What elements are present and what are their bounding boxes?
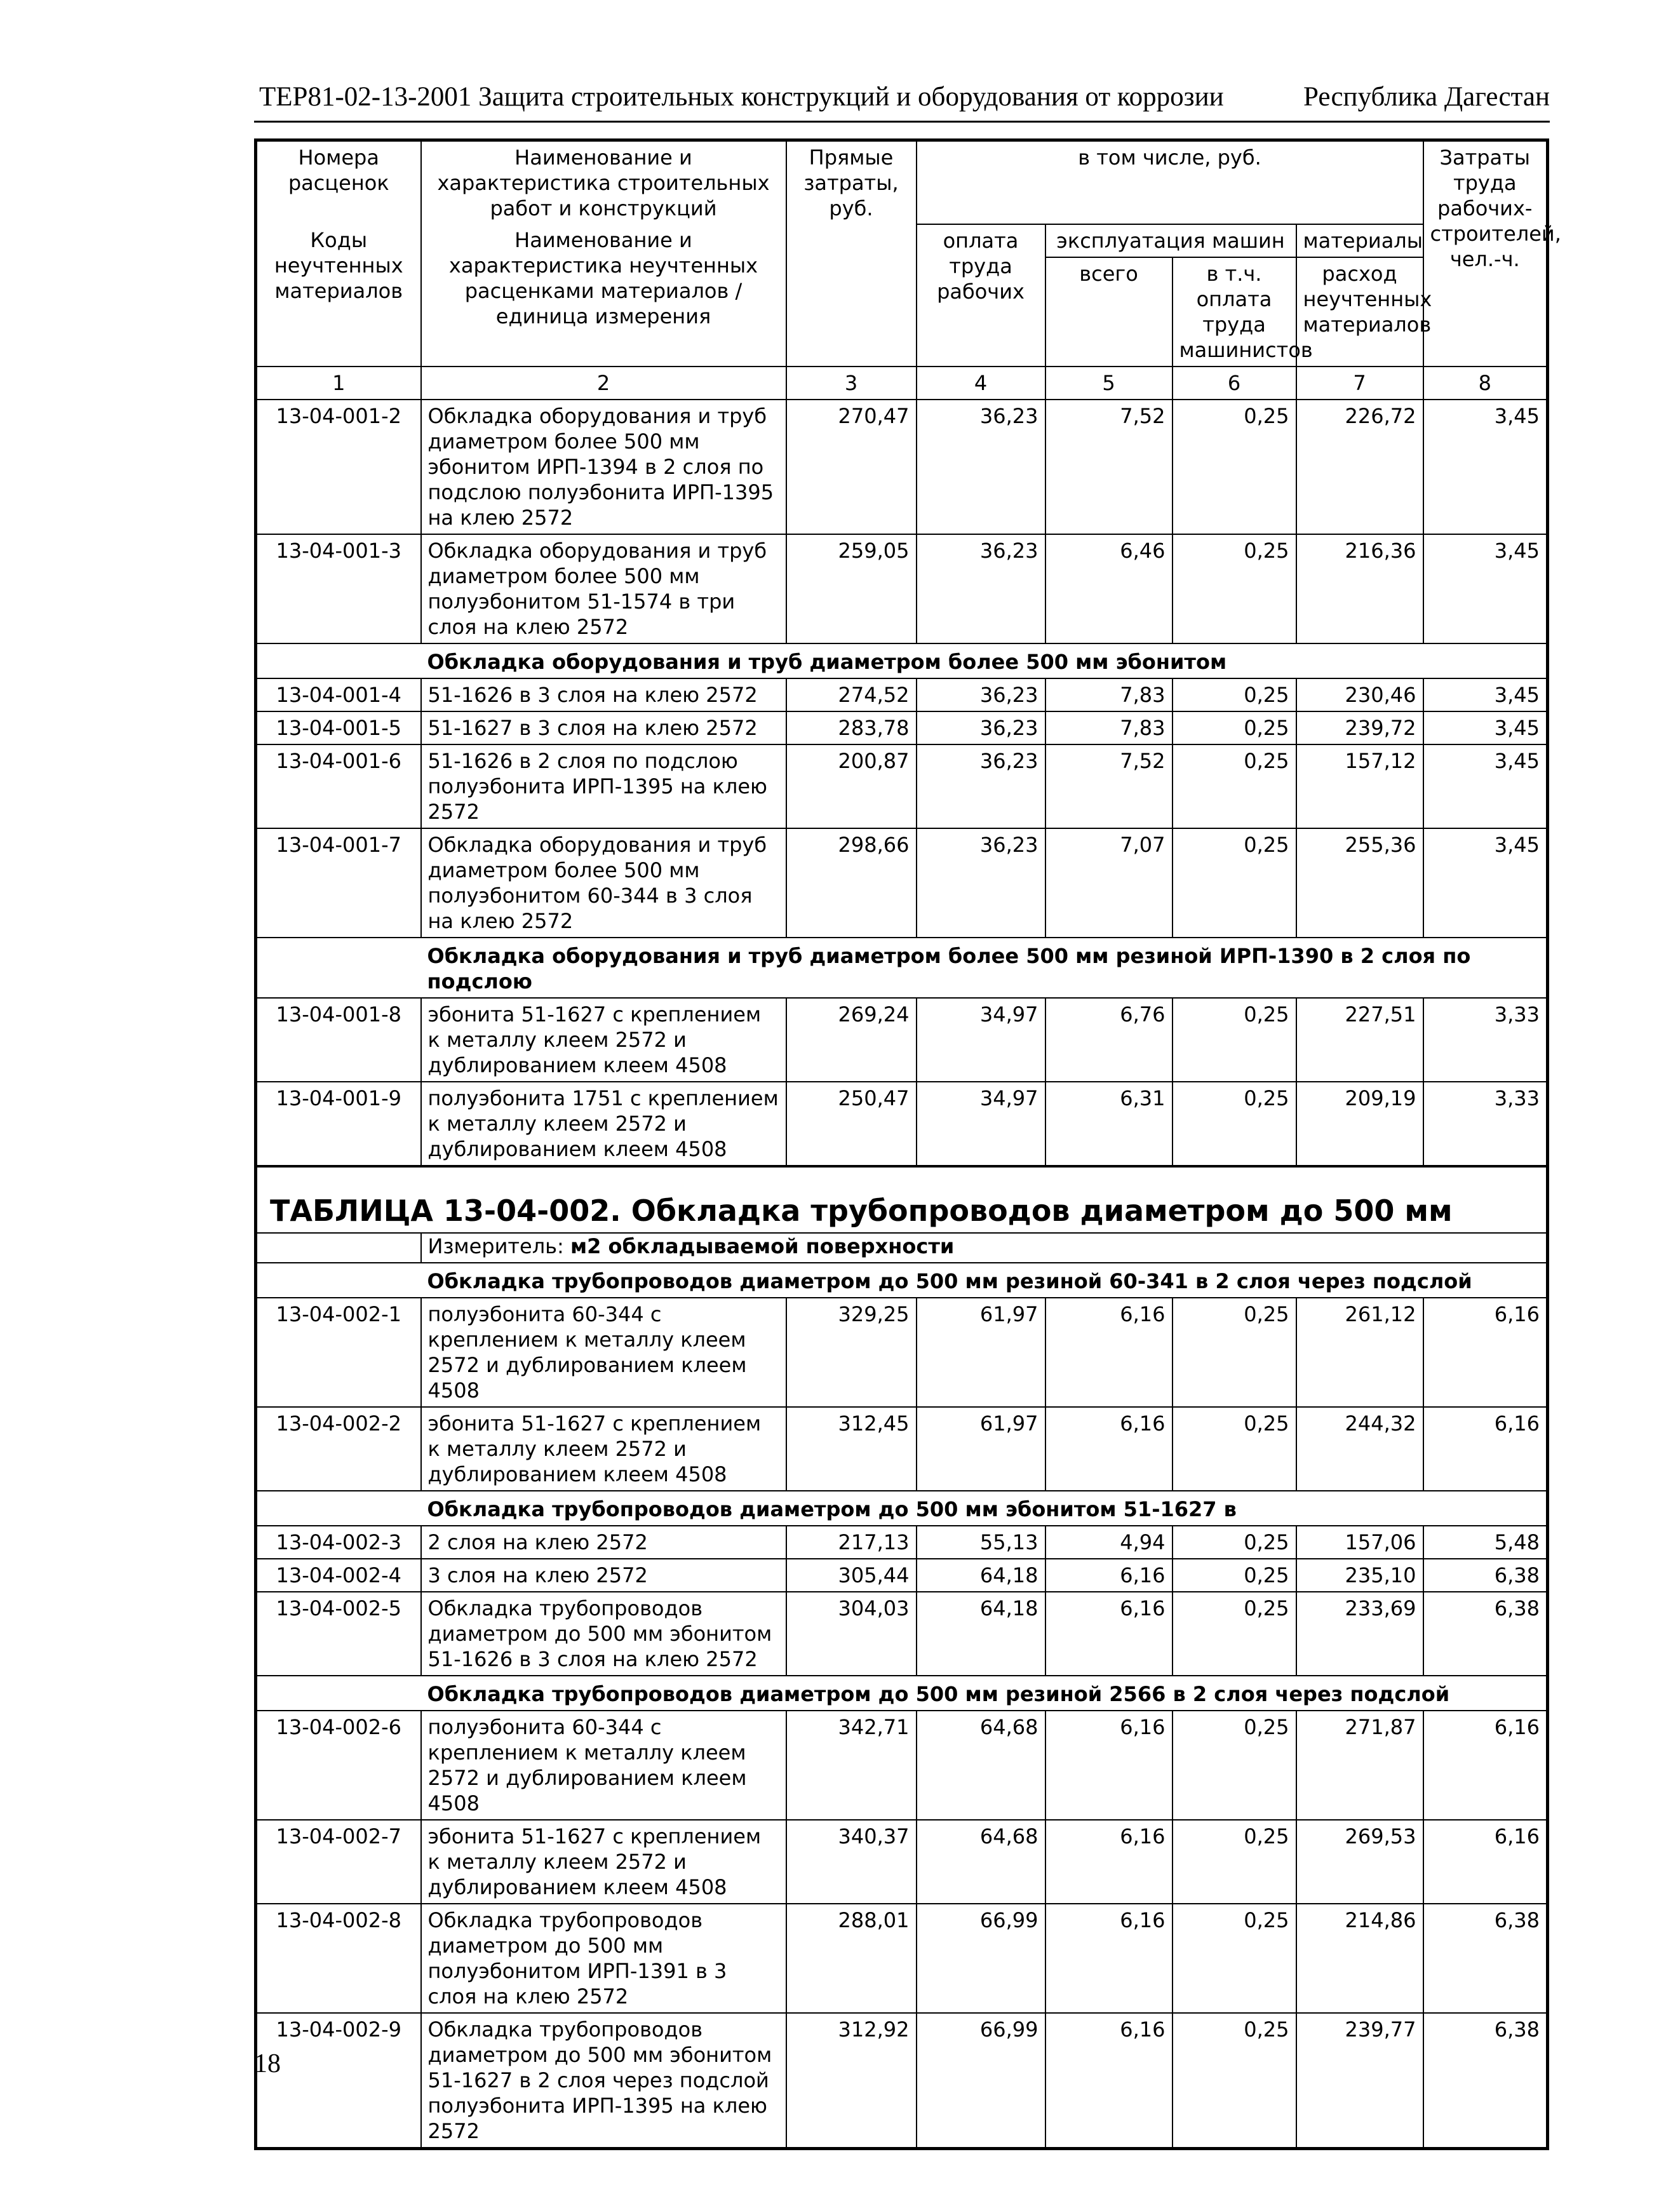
- meter-spacer: [256, 1233, 421, 1263]
- rate-code: 13-04-001-4: [256, 678, 421, 711]
- work-description: эбонита 51-1627 с креплением к металлу клеем 2572 и дублированием клеем 4508: [421, 1407, 786, 1491]
- machines-total: 6,16: [1045, 2013, 1173, 2149]
- header-materials-unaccounted: расход неучтенных материалов: [1296, 257, 1423, 367]
- materials-cost: 157,12: [1296, 744, 1423, 828]
- header-materials: материалы: [1296, 224, 1423, 257]
- materials-cost: 226,72: [1296, 400, 1423, 534]
- page-number: 18: [254, 2049, 281, 2078]
- direct-costs: 274,52: [786, 678, 917, 711]
- rate-code: 13-04-001-8: [256, 998, 421, 1082]
- column-number: 5: [1045, 367, 1173, 400]
- table-title-row: [256, 1166, 1548, 1233]
- meter-label: Измеритель:: [427, 1234, 564, 1258]
- meter-cell: [421, 1233, 1548, 1263]
- header-direct-costs: Прямые затраты, руб.: [786, 140, 917, 367]
- workers-wage: 61,97: [917, 1407, 1045, 1491]
- direct-costs: 283,78: [786, 711, 917, 744]
- rate-code: 13-04-002-7: [256, 1820, 421, 1904]
- materials-cost: 216,36: [1296, 534, 1423, 643]
- direct-costs: 217,13: [786, 1526, 917, 1559]
- rate-code: 13-04-001-3: [256, 534, 421, 643]
- rates-table: [254, 138, 1561, 2150]
- workers-wage: 36,23: [917, 744, 1045, 828]
- section-spacer: [256, 1491, 421, 1526]
- section-spacer: [256, 643, 421, 678]
- column-number: 4: [917, 367, 1045, 400]
- section-spacer: [256, 938, 421, 998]
- header-machines-total: всего: [1045, 257, 1173, 367]
- header-codes-bottom: Коды неучтенных материалов: [256, 224, 421, 367]
- workers-wage: 34,97: [917, 1082, 1045, 1166]
- rate-code: 13-04-001-5: [256, 711, 421, 744]
- table-row: [256, 1592, 1548, 1676]
- direct-costs: 312,45: [786, 1407, 917, 1491]
- machinists-wage: 0,25: [1173, 1711, 1296, 1820]
- materials-cost: 235,10: [1296, 1559, 1423, 1592]
- work-description: 2 слоя на клею 2572: [421, 1526, 786, 1559]
- materials-cost: 269,53: [1296, 1820, 1423, 1904]
- machinists-wage: 0,25: [1173, 1082, 1296, 1166]
- header-machinists-wage: в т.ч. оплата труда машинистов: [1173, 257, 1296, 367]
- work-description: полуэбонита 60-344 с креплением к металлу клеем 2572 и дублированием клеем 4508: [421, 1711, 786, 1820]
- direct-costs: 340,37: [786, 1820, 917, 1904]
- rate-code: 13-04-001-9: [256, 1082, 421, 1166]
- work-description: полуэбонита 1751 с креплением к металлу клеем 2572 и дублированием клеем 4508: [421, 1082, 786, 1166]
- column-numbers-row: [256, 367, 1548, 400]
- table-row: [256, 1559, 1548, 1592]
- direct-costs: 342,71: [786, 1711, 917, 1820]
- work-description: полуэбонита 60-344 с креплением к металлу клеем 2572 и дублированием клеем 4508: [421, 1298, 786, 1407]
- table-row: [256, 1711, 1548, 1820]
- direct-costs: 259,05: [786, 534, 917, 643]
- materials-cost: 233,69: [1296, 1592, 1423, 1676]
- table-row: [256, 828, 1548, 938]
- table-row: [256, 998, 1548, 1082]
- section-spacer: [256, 1676, 421, 1711]
- labor-hours: 3,45: [1423, 744, 1548, 828]
- header-machines: эксплуатация машин: [1045, 224, 1296, 257]
- workers-wage: 64,68: [917, 1820, 1045, 1904]
- machines-total: 6,76: [1045, 998, 1173, 1082]
- machines-total: 6,16: [1045, 1820, 1173, 1904]
- rate-code: 13-04-002-2: [256, 1407, 421, 1491]
- direct-costs: 288,01: [786, 1904, 917, 2013]
- workers-wage: 36,23: [917, 400, 1045, 534]
- machines-total: 7,52: [1045, 744, 1173, 828]
- work-description: 3 слоя на клею 2572: [421, 1559, 786, 1592]
- direct-costs: 298,66: [786, 828, 917, 938]
- materials-cost: 227,51: [1296, 998, 1423, 1082]
- machines-total: 6,16: [1045, 1711, 1173, 1820]
- materials-cost: 271,87: [1296, 1711, 1423, 1820]
- rate-code: 13-04-002-8: [256, 1904, 421, 2013]
- machines-total: 6,16: [1045, 1298, 1173, 1407]
- direct-costs: 304,03: [786, 1592, 917, 1676]
- section-spacer: [256, 1263, 421, 1298]
- labor-hours: 6,38: [1423, 1904, 1548, 2013]
- section-row: [256, 938, 1548, 998]
- machinists-wage: 0,25: [1173, 1559, 1296, 1592]
- machinists-wage: 0,25: [1173, 711, 1296, 744]
- rate-code: 13-04-002-6: [256, 1711, 421, 1820]
- machinists-wage: 0,25: [1173, 1820, 1296, 1904]
- section-row: [256, 1676, 1548, 1711]
- direct-costs: 329,25: [786, 1298, 917, 1407]
- column-number: 2: [421, 367, 786, 400]
- header-name-top: Наименование и характеристика строительных работ и конструкций: [421, 140, 786, 225]
- table-row: [256, 711, 1548, 744]
- labor-hours: 6,16: [1423, 1711, 1548, 1820]
- machinists-wage: 0,25: [1173, 400, 1296, 534]
- work-description: Обкладка трубопроводов диаметром до 500 мм эбонитом 51-1627 в 2 слоя через подслой полуэбонита ИРП-1395 на клею 2572: [421, 2013, 786, 2149]
- work-description: 51-1626 в 2 слоя по подслою полуэбонита ИРП-1395 на клею 2572: [421, 744, 786, 828]
- labor-hours: 6,38: [1423, 2013, 1548, 2149]
- machines-total: 4,94: [1045, 1526, 1173, 1559]
- machines-total: 6,31: [1045, 1082, 1173, 1166]
- work-description: 51-1627 в 3 слоя на клею 2572: [421, 711, 786, 744]
- labor-hours: 3,45: [1423, 711, 1548, 744]
- rate-code: 13-04-002-9: [256, 2013, 421, 2149]
- workers-wage: 36,23: [917, 711, 1045, 744]
- column-number: 6: [1173, 367, 1296, 400]
- machinists-wage: 0,25: [1173, 678, 1296, 711]
- header-labor-costs: Затраты труда рабочих-строителей, чел.-ч.: [1423, 140, 1548, 367]
- table-row: [256, 1082, 1548, 1166]
- work-description: Обкладка трубопроводов диаметром до 500 мм эбонитом 51-1626 в 3 слоя на клею 2572: [421, 1592, 786, 1676]
- section-title: Обкладка оборудования и труб диаметром более 500 мм резиной ИРП-1390 в 2 слоя по подслою: [421, 938, 1548, 998]
- machines-total: 6,16: [1045, 1904, 1173, 2013]
- machinists-wage: 0,25: [1173, 1298, 1296, 1407]
- direct-costs: 270,47: [786, 400, 917, 534]
- labor-hours: 6,16: [1423, 1820, 1548, 1904]
- machinists-wage: 0,25: [1173, 2013, 1296, 2149]
- workers-wage: 64,18: [917, 1559, 1045, 1592]
- table-row: [256, 534, 1548, 643]
- section-title: Обкладка трубопроводов диаметром до 500 мм резиной 2566 в 2 слоя через подслой: [421, 1676, 1548, 1711]
- workers-wage: 64,68: [917, 1711, 1045, 1820]
- table-title: ТАБЛИЦА 13-04-002. Обкладка трубопроводов диаметром до 500 мм: [270, 1194, 1453, 1228]
- table-row: [256, 2013, 1548, 2149]
- labor-hours: 3,33: [1423, 998, 1548, 1082]
- machines-total: 6,16: [1045, 1592, 1173, 1676]
- machinists-wage: 0,25: [1173, 744, 1296, 828]
- labor-hours: 3,45: [1423, 400, 1548, 534]
- workers-wage: 36,23: [917, 534, 1045, 643]
- column-number: 7: [1296, 367, 1423, 400]
- work-description: Обкладка оборудования и труб диаметром более 500 мм эбонитом ИРП-1394 в 2 слоя по подслою полуэбонита ИРП-1395 на клею 2572: [421, 400, 786, 534]
- machinists-wage: 0,25: [1173, 1592, 1296, 1676]
- rate-code: 13-04-001-7: [256, 828, 421, 938]
- meter-unit: м2 обкладываемой поверхности: [570, 1234, 955, 1258]
- materials-cost: 209,19: [1296, 1082, 1423, 1166]
- header-including: в том числе, руб.: [917, 140, 1423, 225]
- work-description: эбонита 51-1627 с креплением к металлу клеем 2572 и дублированием клеем 4508: [421, 998, 786, 1082]
- machinists-wage: 0,25: [1173, 534, 1296, 643]
- section-row: [256, 643, 1548, 678]
- materials-cost: 214,86: [1296, 1904, 1423, 2013]
- section-row: [256, 1491, 1548, 1526]
- labor-hours: 6,38: [1423, 1592, 1548, 1676]
- column-number: 3: [786, 367, 917, 400]
- page-header: [254, 81, 1550, 123]
- machines-total: 7,52: [1045, 400, 1173, 534]
- direct-costs: 305,44: [786, 1559, 917, 1592]
- column-number: 8: [1423, 367, 1548, 400]
- region-label: Республика Дагестан: [1303, 82, 1550, 112]
- table-row: [256, 1526, 1548, 1559]
- work-description: Обкладка оборудования и труб диаметром более 500 мм полуэбонитом 60-344 в 3 слоя на клею 2572: [421, 828, 786, 938]
- document-title: ТЕР81-02-13-2001 Защита строительных конструкций и оборудования от коррозии: [259, 82, 1224, 112]
- section-row: [256, 1263, 1548, 1298]
- header-name-bottom: Наименование и характеристика неучтенных расценками материалов / единица измерения: [421, 224, 786, 367]
- machines-total: 6,46: [1045, 534, 1173, 643]
- machines-total: 7,07: [1045, 828, 1173, 938]
- section-title: Обкладка трубопроводов диаметром до 500 мм резиной 60-341 в 2 слоя через подслой: [421, 1263, 1548, 1298]
- column-number: 1: [256, 367, 421, 400]
- rate-code: 13-04-002-5: [256, 1592, 421, 1676]
- workers-wage: 61,97: [917, 1298, 1045, 1407]
- machinists-wage: 0,25: [1173, 828, 1296, 938]
- workers-wage: 36,23: [917, 678, 1045, 711]
- section-title: Обкладка трубопроводов диаметром до 500 мм эбонитом 51-1627 в: [421, 1491, 1548, 1526]
- rate-code: 13-04-001-2: [256, 400, 421, 534]
- direct-costs: 200,87: [786, 744, 917, 828]
- materials-cost: 255,36: [1296, 828, 1423, 938]
- materials-cost: 261,12: [1296, 1298, 1423, 1407]
- machines-total: 6,16: [1045, 1559, 1173, 1592]
- labor-hours: 6,16: [1423, 1407, 1548, 1491]
- machines-total: 7,83: [1045, 711, 1173, 744]
- table-row: [256, 400, 1548, 534]
- rate-code: 13-04-002-3: [256, 1526, 421, 1559]
- machines-total: 7,83: [1045, 678, 1173, 711]
- table-row: [256, 678, 1548, 711]
- machinists-wage: 0,25: [1173, 1526, 1296, 1559]
- direct-costs: 269,24: [786, 998, 917, 1082]
- header-wage: оплата труда рабочих: [917, 224, 1045, 367]
- work-description: Обкладка трубопроводов диаметром до 500 мм полуэбонитом ИРП-1391 в 3 слоя на клею 2572: [421, 1904, 786, 2013]
- labor-hours: 3,45: [1423, 534, 1548, 643]
- machines-total: 6,16: [1045, 1407, 1173, 1491]
- labor-hours: 3,33: [1423, 1082, 1548, 1166]
- materials-cost: 239,72: [1296, 711, 1423, 744]
- table-title-cell: [256, 1166, 1548, 1233]
- materials-cost: 239,77: [1296, 2013, 1423, 2149]
- labor-hours: 3,45: [1423, 828, 1548, 938]
- header-codes-top: Номера расценок: [256, 140, 421, 225]
- workers-wage: 66,99: [917, 2013, 1045, 2149]
- labor-hours: 5,48: [1423, 1526, 1548, 1559]
- table-row: [256, 1904, 1548, 2013]
- table-row: [256, 1298, 1548, 1407]
- workers-wage: 36,23: [917, 828, 1045, 938]
- rate-code: 13-04-002-1: [256, 1298, 421, 1407]
- table-row: [256, 1820, 1548, 1904]
- machinists-wage: 0,25: [1173, 1904, 1296, 2013]
- section-title: Обкладка оборудования и труб диаметром более 500 мм эбонитом: [421, 643, 1548, 678]
- machinists-wage: 0,25: [1173, 998, 1296, 1082]
- work-description: Обкладка оборудования и труб диаметром более 500 мм полуэбонитом 51-1574 в три слоя на клею 2572: [421, 534, 786, 643]
- work-description: 51-1626 в 3 слоя на клею 2572: [421, 678, 786, 711]
- meter-row: [256, 1233, 1548, 1263]
- work-description: эбонита 51-1627 с креплением к металлу клеем 2572 и дублированием клеем 4508: [421, 1820, 786, 1904]
- table-row: [256, 744, 1548, 828]
- workers-wage: 64,18: [917, 1592, 1045, 1676]
- machinists-wage: 0,25: [1173, 1407, 1296, 1491]
- materials-cost: 157,06: [1296, 1526, 1423, 1559]
- header-row-1: [256, 140, 1548, 225]
- labor-hours: 6,16: [1423, 1298, 1548, 1407]
- labor-hours: 3,45: [1423, 678, 1548, 711]
- labor-hours: 6,38: [1423, 1559, 1548, 1592]
- workers-wage: 34,97: [917, 998, 1045, 1082]
- rate-code: 13-04-001-6: [256, 744, 421, 828]
- materials-cost: 244,32: [1296, 1407, 1423, 1491]
- workers-wage: 66,99: [917, 1904, 1045, 2013]
- materials-cost: 230,46: [1296, 678, 1423, 711]
- direct-costs: 250,47: [786, 1082, 917, 1166]
- rate-code: 13-04-002-4: [256, 1559, 421, 1592]
- table-row: [256, 1407, 1548, 1491]
- direct-costs: 312,92: [786, 2013, 917, 2149]
- workers-wage: 55,13: [917, 1526, 1045, 1559]
